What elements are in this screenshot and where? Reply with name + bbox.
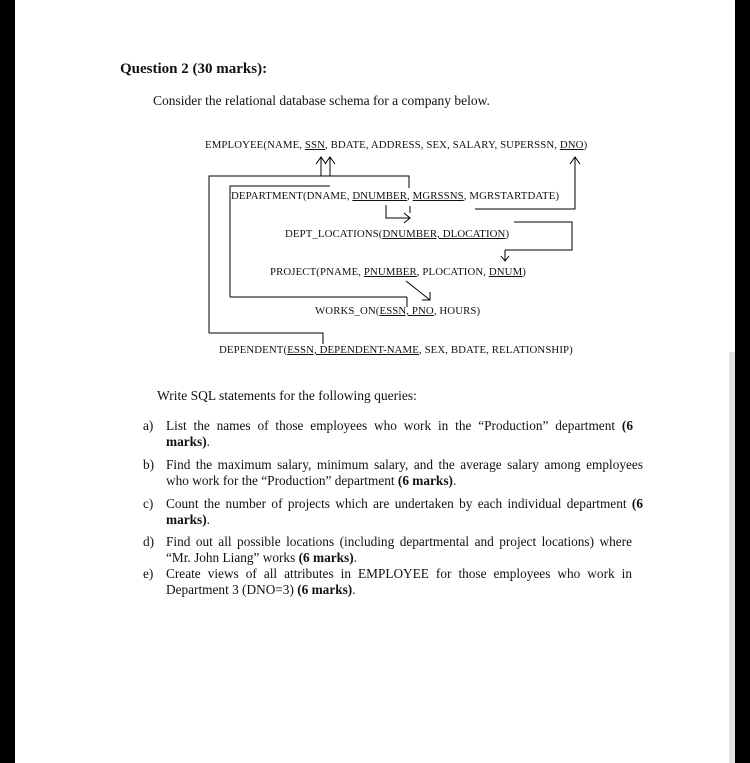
- query-text: Find the maximum salary, minimum salary, and the average salary among employees who work for the “Production” department (6 marks).: [166, 457, 643, 488]
- query-label: d): [143, 534, 155, 549]
- department-primary-key: DNUMBER: [352, 190, 408, 202]
- dependent-essn-reference-line: [209, 176, 321, 333]
- write-prompt: Write SQL statements for the following queries:: [157, 388, 417, 403]
- employee-primary-key: SSN: [304, 139, 325, 151]
- query-label: c): [143, 496, 154, 511]
- employee-foreign-key: DNO: [559, 139, 584, 151]
- schema-project: PROJECT(PNAME, PNUMBER, PLOCATION, DNUM): [270, 266, 526, 278]
- dept-locations-reference-line: [386, 205, 410, 218]
- schema-department: DEPARTMENT(DNAME, DNUMBER, MGRSSNS, MGRSTARTDATE): [231, 190, 560, 202]
- query-text: Count the number of projects which are undertaken by each individual department (6 marks).: [166, 496, 643, 527]
- question-intro: Consider the relational database schema for a company below.: [153, 93, 490, 108]
- schema-works-on: WORKS_ON(ESSN, PNO, HOURS): [315, 305, 481, 317]
- dno-reference-line: [475, 171, 575, 209]
- dept-locations-primary-key: DNUMBER, DLOCATION: [382, 228, 506, 240]
- schema-dependent: DEPENDENT(ESSN, DEPENDENT-NAME, SEX, BDATE, RELATIONSHIP): [219, 344, 573, 356]
- project-foreign-key: DNUM: [488, 266, 523, 278]
- department-foreign-key: MGRSSNS: [412, 190, 464, 202]
- query-label: e): [143, 566, 154, 581]
- query-text: Find out all possible locations (including departmental and project locations) where “Mr. John Liang” works (6 marks).: [166, 534, 632, 565]
- project-primary-key: PNUMBER: [363, 266, 417, 278]
- dnum-reference-line: [505, 222, 572, 250]
- schema-dept-locations: DEPT_LOCATIONS(DNUMBER, DLOCATION): [285, 228, 510, 240]
- query-text: Create views of all attributes in EMPLOYEE for those employees who work in Department 3 (DNO=3) (6 marks).: [166, 566, 632, 597]
- query-text: List the names of those employees who work in the “Production” department (6 marks).: [166, 418, 633, 449]
- works-on-essn-reference-line: [230, 186, 330, 297]
- query-label: b): [143, 457, 155, 472]
- schema-employee: EMPLOYEE(NAME, SSN, BDATE, ADDRESS, SEX, SALARY, SUPERSSN, DNO): [205, 139, 588, 151]
- works-on-primary-key: ESSN, PNO: [379, 305, 434, 317]
- mgrssn-reference-line: [321, 176, 409, 188]
- dependent-primary-key: ESSN, DEPENDENT-NAME: [287, 344, 419, 356]
- query-label: a): [143, 418, 154, 433]
- pno-reference-line: [406, 281, 430, 300]
- question-title: Question 2 (30 marks):: [120, 61, 268, 77]
